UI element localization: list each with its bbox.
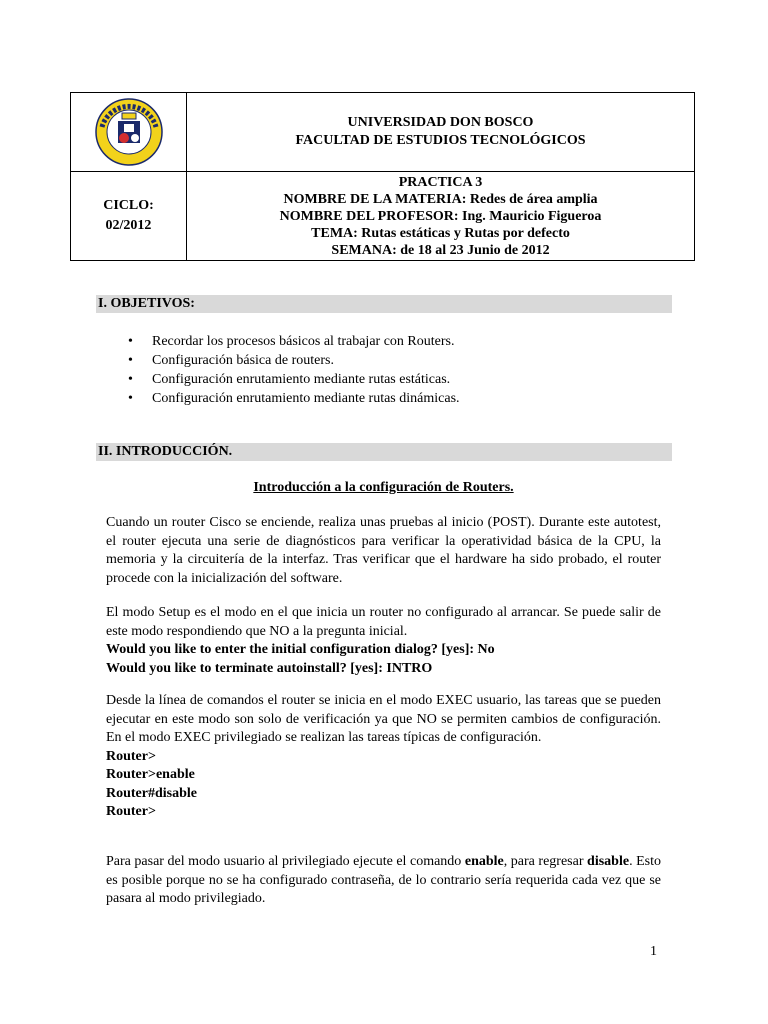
command-line: Router>enable [106, 767, 195, 782]
paragraph-exec [106, 692, 661, 822]
list-item: • Configuración enrutamiento mediante rutas dinámicas. [128, 389, 460, 408]
setup-prompt-1: Would you like to enter the initial configuration dialog? [yes]: No [106, 642, 495, 657]
page-number: 1 [650, 944, 657, 959]
privilege-text-c: . Esto es posible porque no se ha configurado contraseña, de lo contrario sería requerida cada vez que se pasara al modo privilegiado. [106, 854, 661, 906]
practice-info-cell [187, 172, 695, 261]
faculty-name: FACULTAD DE ESTUDIOS TECNOLÓGICOS [295, 133, 586, 148]
university-cell [187, 93, 695, 172]
setup-prompt-2: Would you like to terminate autoinstall? [yes]: INTRO [106, 660, 433, 676]
privilege-text-a: Para pasar del modo usuario al privilegiado ejecute el comando [106, 854, 465, 869]
topic: TEMA: Rutas estáticas y Rutas por defecto [311, 225, 570, 241]
introduction-heading: II. INTRODUCCIÓN. [96, 443, 672, 461]
logo-cell [71, 93, 187, 172]
list-item: • Configuración básica de routers. [128, 351, 460, 370]
university-name: UNIVERSIDAD DON BOSCO [347, 115, 534, 130]
command-line: Router> [106, 748, 156, 764]
week: SEMANA: de 18 al 23 Junio de 2012 [331, 242, 550, 258]
practice-number: PRACTICA 3 [398, 174, 483, 190]
university-logo [94, 97, 164, 167]
header-table [70, 92, 695, 261]
disable-keyword: disable [587, 854, 630, 869]
objectives-heading: I. OBJETIVOS: [96, 295, 672, 313]
ciclo-label: CICLO: [103, 198, 154, 213]
ciclo-value: 02/2012 [105, 218, 152, 233]
intro-subtitle: Introducción a la configuración de Routers. [253, 480, 514, 495]
exec-text: Desde la línea de comandos el router se inicia en el modo EXEC usuario, las tareas que se pueden ejecutar en este modo son solo de verificación ya que NO se permiten cambios de configuración. En el modo EXEC privilegiado se realizan las tareas típicas de configuración. [106, 693, 661, 745]
list-item: • Configuración enrutamiento mediante rutas estáticas. [128, 370, 460, 389]
command-line: Router> [106, 804, 156, 819]
subject-name: NOMBRE DE LA MATERIA: Redes de área amplia [283, 191, 598, 207]
ciclo-cell [71, 172, 187, 261]
professor-name: NOMBRE DEL PROFESOR: Ing. Mauricio Figueroa [279, 208, 602, 224]
paragraph-post: Cuando un router Cisco se enciende, realiza unas pruebas al inicio (POST). Durante este autotest, el router ejecuta una serie de diagnósticos para verificar la operatividad básica de la CPU, la memoria y la circuitería de la interfaz. Tras verificar que el hardware ha sido probado, el router procede con la inicialización del software. [106, 515, 661, 586]
objectives-list [128, 332, 460, 408]
list-item: • Recordar los procesos básicos al trabajar con Routers. [128, 332, 460, 351]
enable-keyword: enable [464, 854, 504, 869]
paragraph-setup [106, 604, 661, 678]
privilege-text-b: , para regresar [503, 854, 588, 869]
command-line: Router#disable [106, 785, 197, 801]
setup-text: El modo Setup es el modo en el que inicia un router no configurado al arrancar. Se puede salir de este modo respondiendo que NO a la pregunta inicial. [106, 605, 661, 639]
paragraph-privilege [106, 853, 661, 909]
